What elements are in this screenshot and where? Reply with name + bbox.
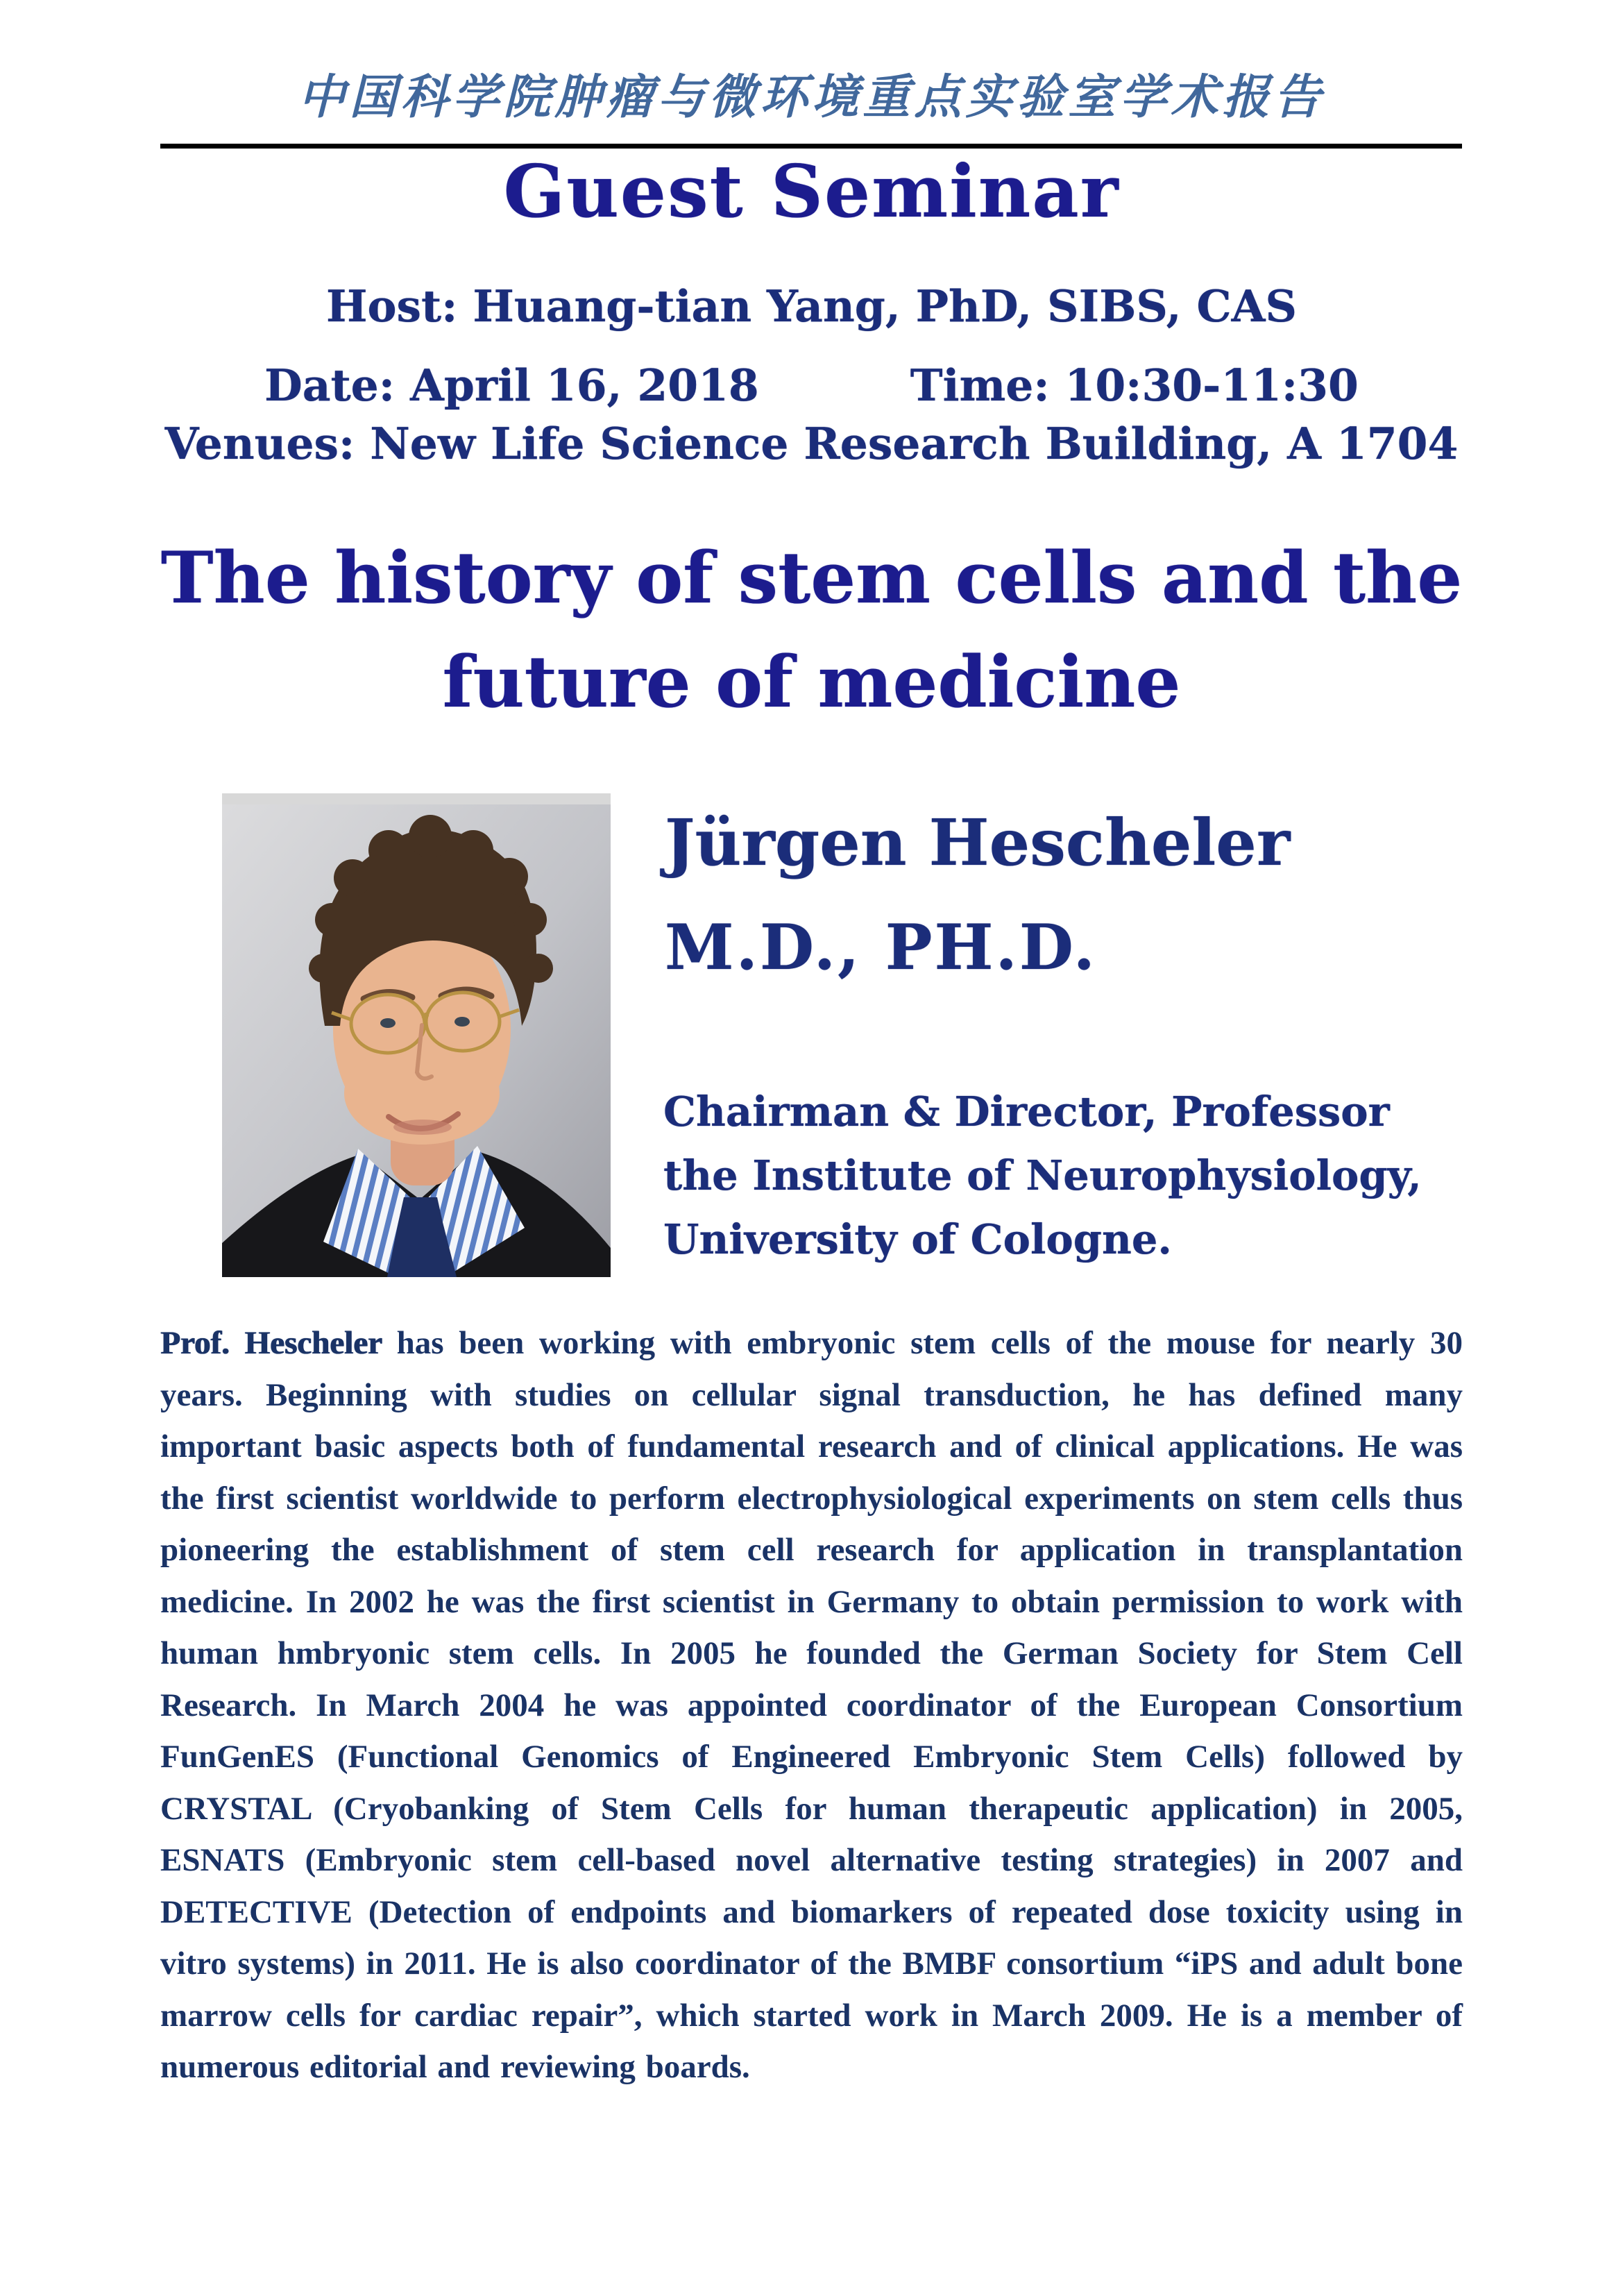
talk-title [0, 526, 1623, 734]
seminar-type-title: Guest Seminar [503, 149, 1120, 234]
speaker-photo [222, 793, 611, 1277]
date-label: Date: April 16, 2018 [264, 360, 759, 411]
talk-title-line2: future of medicine [442, 641, 1181, 724]
speaker-affiliation [663, 1080, 1422, 1272]
speaker-name: Jürgen Hescheler [665, 805, 1291, 880]
datetime-row [0, 360, 1623, 411]
bio-lead: Prof. Hescheler [160, 1325, 382, 1361]
time-label: Time: 10:30-11:30 [910, 360, 1359, 411]
bio-rest: has been working with embryonic stem cells of the mouse for nearly 30 years. Beginning with studies on cellular signal transduction, he has defined many important basic aspects both of fundamental research and of clinical applications. He was the first scientist worldwide to perform electrophysiological experiments on stem cells thus pioneering the establishment of stem cell research for application in transplantation medicine. In 2002 he was the first scientist in Germany to obtain permission to work with human hmbryonic stem cells. In 2005 he founded the German Society for Stem Cell Research. In March 2004 he was appointed coordinator of the European Consortium FunGenES (Functional Genomics of Engineered Embryonic Stem Cells) followed by CRYSTAL (Cryobanking of Stem Cells for human therapeutic application) in 2005, ESNATS (Embryonic stem cell-based novel alternative testing strategies) in 2007 and DETECTIVE (Detection of endpoints and biomarkers of repeated dose toxicity using in vitro systems) in 2011. He is also coordinator of the BMBF consortium “iPS and adult bone marrow cells for cardiac repair”, which started work in March 2009. He is a member of numerous editorial and reviewing boards. [160, 1325, 1463, 2085]
header-divider [160, 144, 1462, 149]
venue-line: Venues: New Life Science Research Building, A 1704 [164, 418, 1459, 469]
affiliation-line-3: University of Cologne. [663, 1215, 1172, 1263]
lab-header-cn: 中国科学院肿瘤与微环境重点实验室学术报告 [298, 69, 1325, 125]
speaker-bio [160, 1317, 1463, 2093]
affiliation-line-1: Chairman & Director, Professor [663, 1088, 1390, 1136]
speaker-portrait-illustration [222, 793, 611, 1277]
talk-title-line1: The history of stem cells and the [160, 537, 1463, 620]
host-line: Host: Huang-tian Yang, PhD, SIBS, CAS [326, 280, 1297, 332]
speaker-degrees: M.D., PH.D. [665, 911, 1098, 984]
affiliation-line-2: the Institute of Neurophysiology, [663, 1151, 1422, 1199]
